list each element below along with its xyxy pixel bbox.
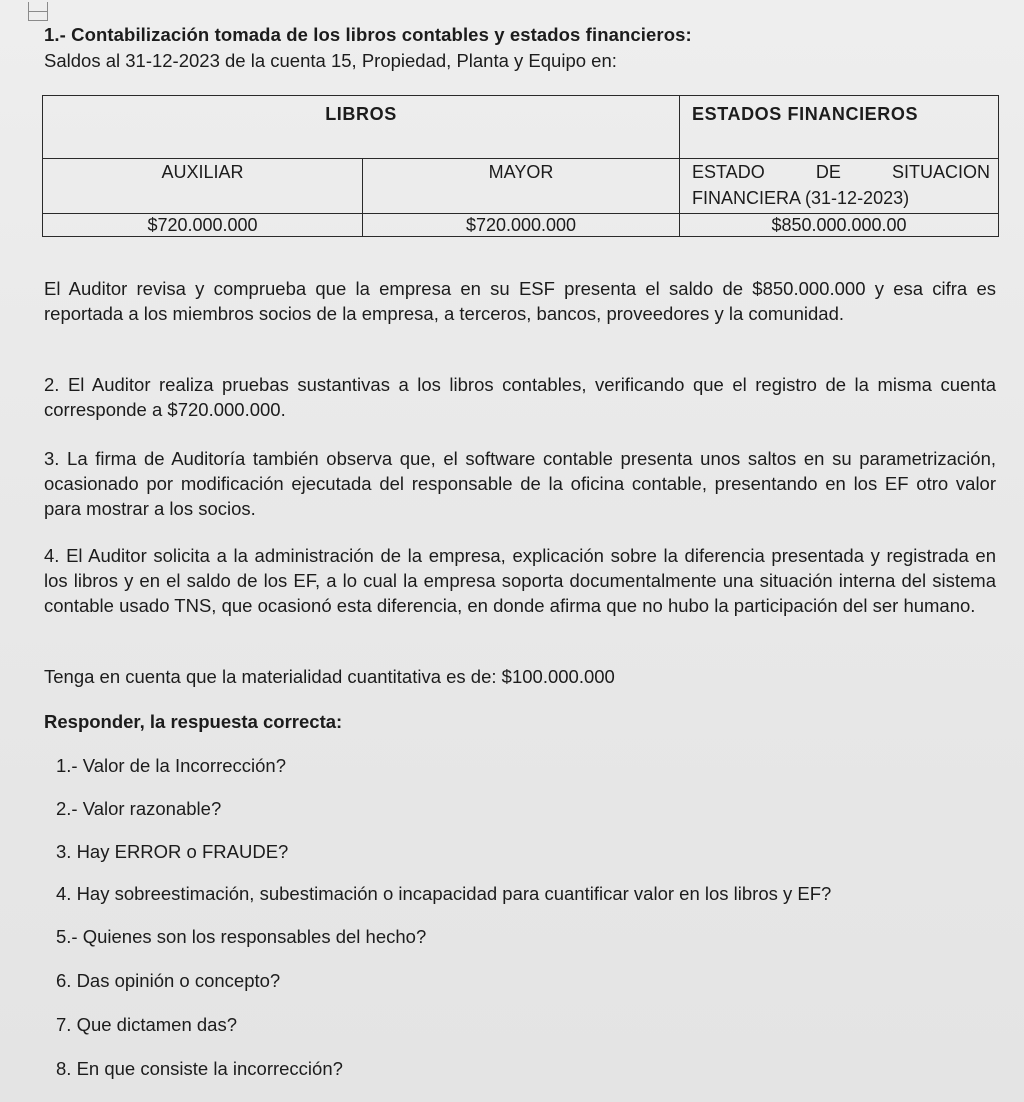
- page-corner-mark: [28, 2, 48, 21]
- auxiliar-header: AUXILIAR: [43, 159, 363, 214]
- esf-line-2: FINANCIERA (31-12-2023): [692, 188, 910, 208]
- balances-table: [42, 95, 999, 237]
- esf-word-estado: ESTADO: [692, 162, 765, 182]
- materialidad-note: Tenga en cuenta que la materialidad cuantitativa es de: $100.000.000: [44, 666, 615, 687]
- paragraph-1: El Auditor revisa y comprueba que la empresa en su ESF presenta el saldo de $850.000.000 y esa cifra es reportada a los miembros socios de la empresa, a terceros, bancos, proveedores y la comunidad.: [44, 278, 996, 324]
- question-3: 3. Hay ERROR o FRAUDE?: [56, 841, 289, 862]
- esf-header: [680, 159, 999, 214]
- table-subheader-row: [43, 159, 999, 214]
- paragraph-2: 2. El Auditor realiza pruebas sustantivas a los libros contables, verificando que el registro de la misma cuenta corresponde a $720.000.000.: [44, 374, 996, 420]
- auxiliar-value: $720.000.000: [43, 214, 363, 237]
- esf-value: $850.000.000.00: [680, 214, 999, 237]
- question-2: 2.- Valor razonable?: [56, 798, 222, 819]
- instruction-heading: Responder, la respuesta correcta:: [44, 711, 343, 732]
- question-1: 1.- Valor de la Incorrección?: [56, 755, 286, 776]
- question-8: 8. En que consiste la incorrección?: [56, 1058, 343, 1079]
- question-5: 5.- Quienes son los responsables del hecho?: [56, 926, 427, 947]
- table-header-row: [43, 96, 999, 159]
- table-values-row: [43, 214, 999, 237]
- mayor-value: $720.000.000: [363, 214, 680, 237]
- mayor-header: MAYOR: [363, 159, 680, 214]
- paragraph-3: 3. La firma de Auditoría también observa que, el software contable presenta unos saltos en su parametrización, ocasionado por modificación ejecutada del responsable de la oficina contable, presentando en los EF otro valor para mostrar a los socios.: [44, 448, 996, 519]
- paragraph-4: 4. El Auditor solicita a la administración de la empresa, explicación sobre la diferencia presentada y registrada en los libros y en el saldo de los EF, a lo cual la empresa soporta documentalmente una situación interna del sistema contable usado TNS, que ocasionó esta diferencia, en donde afirma que no hubo la participación del ser humano.: [44, 545, 996, 616]
- exercise-subtitle: Saldos al 31-12-2023 de la cuenta 15, Propiedad, Planta y Equipo en:: [44, 50, 617, 71]
- estados-financieros-header: ESTADOS FINANCIEROS: [680, 96, 999, 159]
- question-6: 6. Das opinión o concepto?: [56, 970, 281, 991]
- exercise-title: 1.- Contabilización tomada de los libros contables y estados financieros:: [44, 24, 692, 45]
- question-4: 4. Hay sobreestimación, subestimación o incapacidad para cuantificar valor en los libros y EF?: [56, 883, 832, 904]
- libros-header: LIBROS: [43, 96, 680, 159]
- esf-word-de: DE: [815, 162, 841, 182]
- question-7: 7. Que dictamen das?: [56, 1014, 237, 1035]
- esf-word-situacion: SITUACION: [892, 162, 991, 182]
